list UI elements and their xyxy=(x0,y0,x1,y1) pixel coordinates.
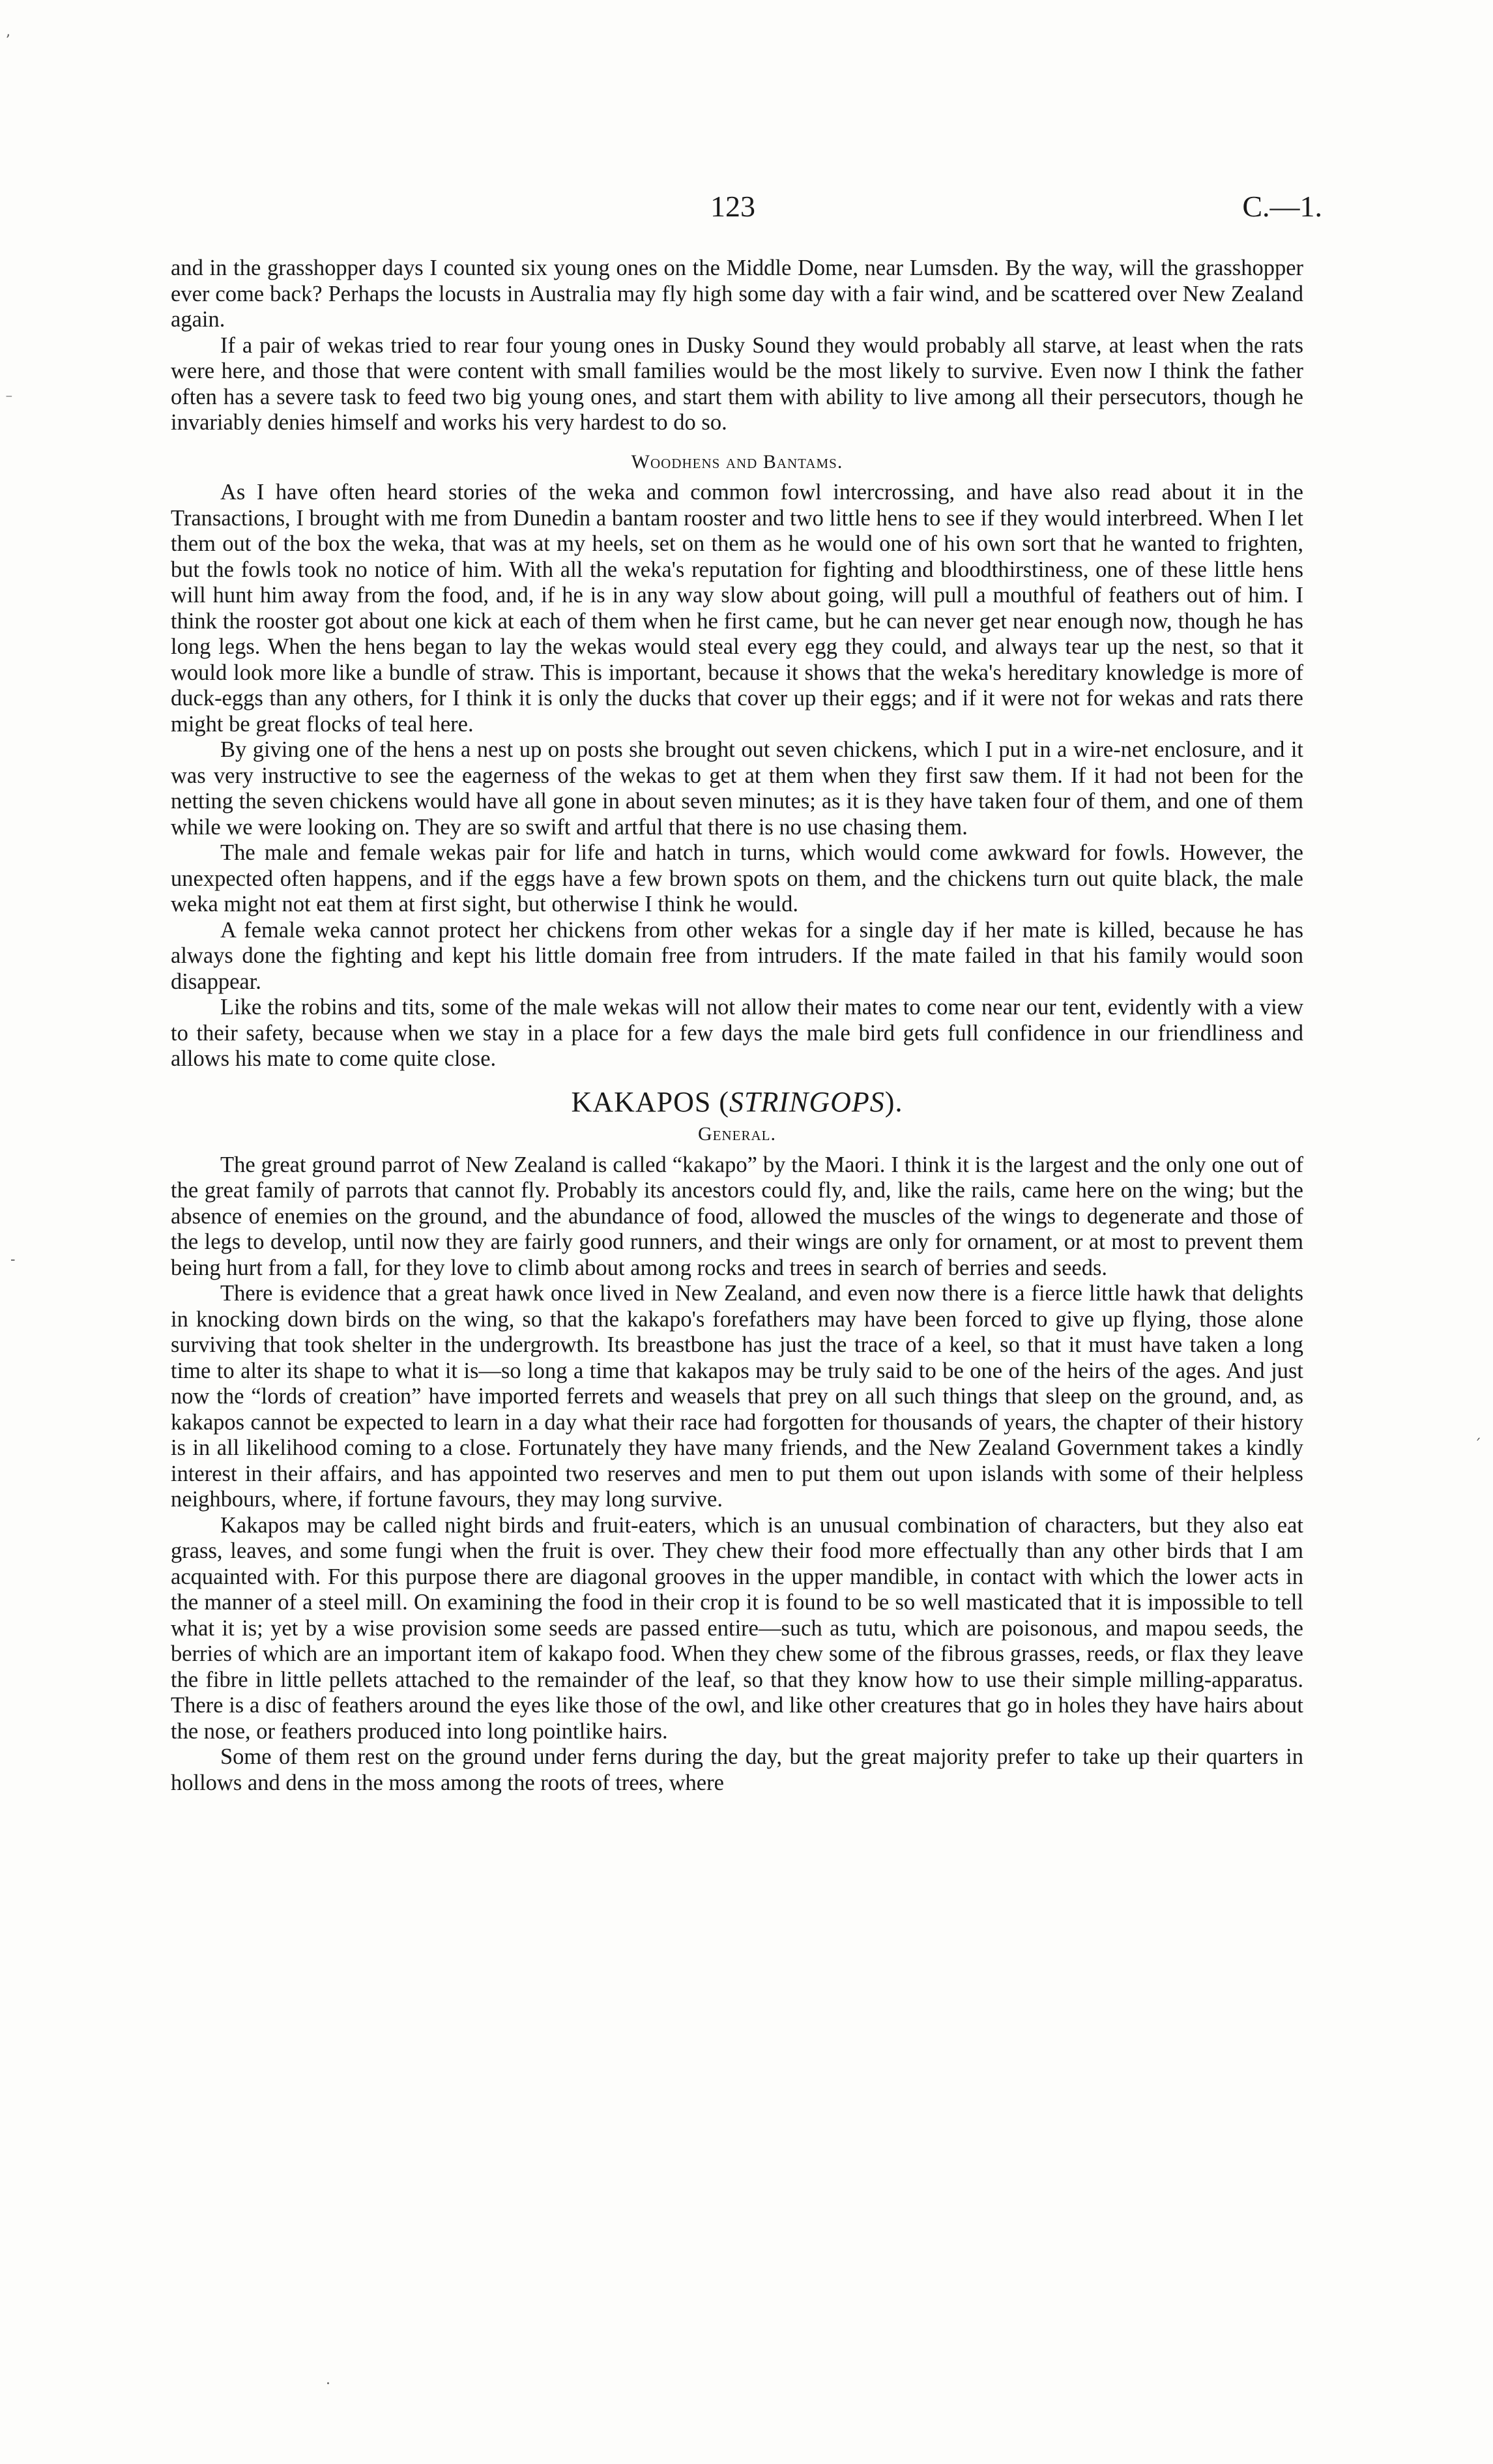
article-body xyxy=(171,256,1303,1796)
margin-mark: · xyxy=(326,2376,330,2392)
page-header xyxy=(0,189,1493,228)
section-heading-kakapos xyxy=(171,1085,1303,1118)
subheading-general: General. xyxy=(698,1123,776,1145)
paragraph: As I have often heard stories of the weka and common fowl intercrossing, and have also read about it in the Transactions, I brought with me from Dunedin a bantam rooster and two little hens to see if they would interbreed. When I let them out of the box the weka, that was at my heels, set on them as he would one of his own sort that he wanted to frighten, but the fowls took no notice of him. With all the weka's reputation for fighting and bloodthirstiness, one of these little hens will hunt him away from the food, and, if he is in any way slow about going, will pull a mouthful of feathers out of him. I think the rooster got about one kick at each of them when he first came, but he can never get near enough now, though he has long legs. When the hens began to lay the wekas would steal every egg they could, and always tear up the nest, so that it would look more like a bundle of straw. This is important, because it shows that the weka's hereditary knowledge is more of duck-eggs than any others, for I think it is only the ducks that cover up their eggs; and if it were not for wekas and rats there might be great flocks of teal here. xyxy=(171,480,1303,737)
heading-text-end: ). xyxy=(884,1085,903,1118)
page-code: C.—1. xyxy=(1242,190,1322,223)
paragraph: Some of them rest on the ground under ferns during the day, but the great majority prefer to take up their quarters in hollows and dens in the moss among the roots of trees, where xyxy=(171,1744,1303,1795)
section-heading-woodhens: Woodhens and Bantams. xyxy=(631,450,843,473)
paragraph: The great ground parrot of New Zealand is called “kakapo” by the Maori. I think it is the largest and the only one out of the great family of parrots that cannot fly. Probably its ancestors could fly, and, like the rails, came here on the wing; but the absence of enemies on the ground, and the abundance of food, allowed the muscles of the wings to degenerate and those of the legs to develop, until now they are fairly good runners, and their wings are only for ornament, or at most to prevent them being hurt from a fall, for they love to climb about among rocks and trees in search of berries and seeds. xyxy=(171,1152,1303,1280)
paragraph: and in the grasshopper days I counted six young ones on the Middle Dome, near Lumsden. By the way, will the grasshopper ever come back? Perhaps the locusts in Australia may fly high some day with a fair wind, and be scattered over New Zealand again. xyxy=(171,256,1303,332)
paragraph: By giving one of the hens a nest up on posts she brought out seven chickens, which I put in a wire-net enclosure, and it was very instructive to see the eagerness of the wekas to get at them when they first saw them. If it had not been for the netting the seven chickens would have all gone in about seven minutes; as it is they have taken four of them, and one of them while we were looking on. They are so swift and artful that there is no use chasing them. xyxy=(171,737,1303,840)
margin-mark: ʼ xyxy=(5,33,10,49)
heading-text: KAKAPOS ( xyxy=(571,1085,730,1118)
paragraph: A female weka cannot protect her chickens from other wekas for a single day if her mate is killed, because he has always done the fighting and kept his little domain free from intruders. If the mate failed in that his family would soon disappear. xyxy=(171,917,1303,994)
margin-mark: ˊ xyxy=(1474,1437,1481,1454)
paragraph: There is evidence that a great hawk once lived in New Zealand, and even now there is a fierce little hawk that delights in knocking down birds on the wing, so that the kakapo's forefathers may have been forced to give up flying, those alone surviving that took shelter in the undergrowth. Its breastbone has just the trace of a keel, so that it must have taken a long time to alter its shape to what it is—so long a time that kakapos may be truly said to be one of the heirs of the ages. And just now the “lords of creation” have imported ferrets and weasels that prey on all such things that sleep on the ground, and, as kakapos cannot be expected to learn in a day what their race had forgotten for thousands of years, the chapter of their history is in all likelihood coming to a close. Fortunately they have many friends, and the New Zealand Government takes a kindly interest in their affairs, and has appointed two reserves and men to put them out upon islands with some of their helpless neighbours, where, if fortune favours, they may long survive. xyxy=(171,1281,1303,1512)
heading-genus: STRINGOPS xyxy=(729,1085,885,1118)
margin-mark: ⁻ xyxy=(5,391,13,407)
page-number: 123 xyxy=(710,190,755,223)
margin-mark: - xyxy=(10,1252,16,1268)
paragraph: The male and female wekas pair for life and hatch in turns, which would come awkward for fowls. However, the unexpected often happens, and if the eggs have a few brown spots on them, and the chickens turn out quite black, the male weka might not eat them at first sight, but otherwise I think he would. xyxy=(171,840,1303,917)
paragraph: Kakapos may be called night birds and fruit-eaters, which is an unusual combination of characters, but they also eat grass, leaves, and some fungi when the fruit is over. They chew their food more effectually than any other birds that I am acquainted with. For this purpose there are diagonal grooves in the upper mandible, in contact with which the lower acts in the manner of a steel mill. On examining the food in their crop it is found to be so well masticated that it is impossible to tell what it is; yet by a wise provision some seeds are passed entire—such as tutu, which are poisonous, and mapou seeds, the berries of which are an important item of kakapo food. When they chew some of the fibrous grasses, reeds, or flax they leave the fibre in little pellets attached to the remainder of the leaf, so that they know how to use their simple milling-apparatus. There is a disc of feathers around the eyes like those of the owl, and like other creatures that go in holes they have hairs about the nose, or feathers produced into long pointlike hairs. xyxy=(171,1512,1303,1744)
paragraph: Like the robins and tits, some of the male wekas will not allow their mates to come near our tent, evidently with a view to their safety, because when we stay in a place for a few days the male bird gets full confidence in our friendliness and allows his mate to come quite close. xyxy=(171,995,1303,1071)
paragraph: If a pair of wekas tried to rear four young ones in Dusky Sound they would probably all starve, at least when the rats were here, and those that were content with small families would be the most likely to survive. Even now I think the father often has a severe task to feed two big young ones, and start them with ability to live among all their persecutors, though he invariably denies himself and works his very hardest to do so. xyxy=(171,332,1303,435)
